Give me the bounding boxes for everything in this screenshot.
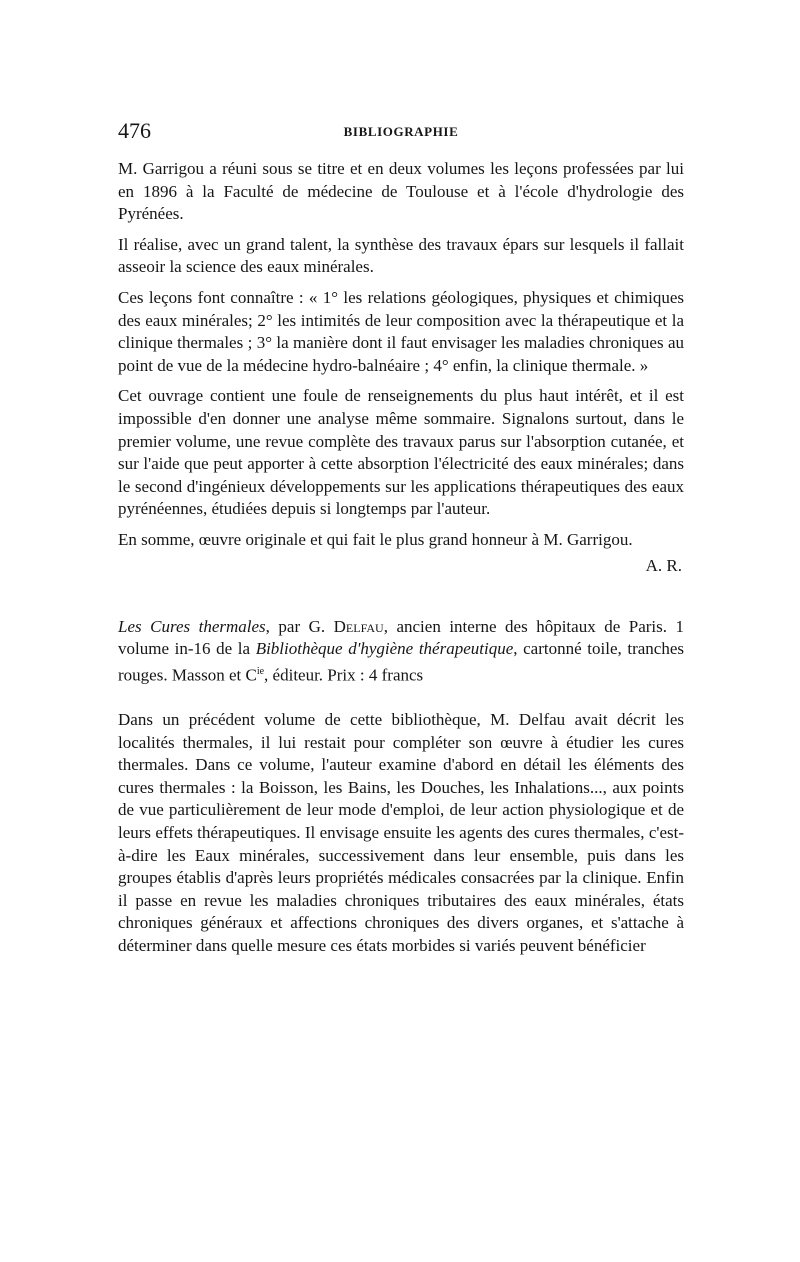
book-title: Les Cures thermales [118, 616, 266, 636]
page-number: 476 [118, 118, 151, 143]
paragraph: En somme, œuvre originale et qui fait le plus grand honneur à M. Garrigou. [118, 529, 633, 549]
paragraph: M. Garrigou a réuni sous se titre et en deux volumes les leçons professées par lui en 1896 à la Faculté de médecine de Toulouse et à l'école d'hydrologie des Pyrénées. [118, 159, 684, 224]
notice-text: , ancien interne des hôpitaux de Paris. 1 volume in-16 de la [118, 616, 684, 659]
paragraph: Ces leçons font connaître : « 1° les relations géologiques, physiques et chimiques des eaux minérales; 2° les intimités de leur composition avec la thérapeutique et la clinique thermales ; 3° la manière dont il faut envisager les maladies chroniques au point de vue de la médecine hydro-balnéaire ; 4° enfin, la clinique thermale. » [118, 287, 684, 375]
review-delfau [118, 709, 684, 958]
running-head: BIBLIOGRAPHIE [343, 124, 459, 139]
page-header [118, 118, 684, 158]
review-garrigou [118, 158, 684, 576]
author-name: Delfau [333, 616, 384, 636]
paragraph: Dans un précédent volume de cette bibliothèque, M. Delfau avait décrit les localités thermales, il lui restait pour compléter son œuvre à étudier les cures thermales. Dans ce volume, l'auteur examine d'abord en détail les éléments des cures thermales : la Boisson, les Bains, les Douches, les Inhalations..., aux points de vue particulièrement de leur mode d'emploi, de leur action physiologique et de leurs effets thérapeutiques. Il envisage ensuite les agents des cures thermales, c'est-à-dire les Eaux minérales, successivement dans leur ensemble, puis dans les groupes établis d'après leurs propriétés médicales consacrées par la clinique. Enfin il passe en revue les maladies chroniques tributaires des eaux minérales, états chroniques généraux et affections chroniques des divers organes, et s'attache à déterminer dans quelle mesure ces états morbides si variés peuvent bénéficier [118, 709, 684, 955]
cie-superscript: ie [256, 665, 265, 677]
paragraph: Il réalise, avec un grand talent, la synthèse des travaux épars sur lesquels il fallait asseoir la science des eaux minérales. [118, 234, 684, 277]
paragraph: Cet ouvrage contient une foule de renseignements du plus haut intérêt, et il est impossible d'en donner une analyse même sommaire. Signalons surtout, dans le premier volume, une revue complète des travaux parus sur l'absorption cutanée, et sur l'aide que peut apporter à cette absorption l'électricité des eaux minérales; dans le second d'ingénieux développements sur les applications thérapeutiques des eaux pyrénéennes, étudiées depuis si longtemps par l'auteur. [118, 386, 684, 519]
signature: A. R. [645, 555, 682, 575]
notice-by: , par G. [265, 616, 334, 636]
notice-details: , cartonné toile, tranches rouges. Masson et C [118, 639, 684, 685]
series-title: Bibliothèque d'hygiène thérapeutique [255, 639, 514, 659]
bibliographic-notice [118, 616, 684, 687]
notice-publisher: , éditeur. Prix : 4 francs [264, 665, 424, 685]
page [118, 118, 684, 965]
